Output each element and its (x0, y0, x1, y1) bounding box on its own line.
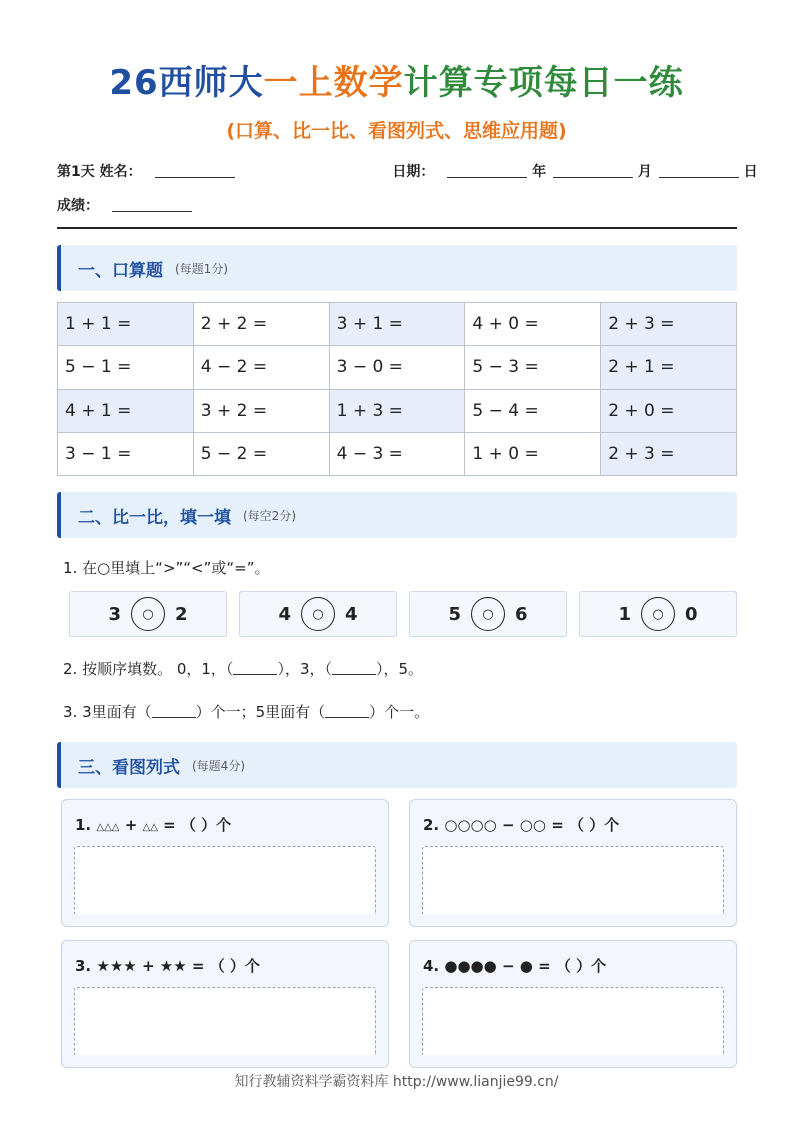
compare-right: 2 (175, 603, 188, 625)
sequence-text-a: 2. 按顺序填数。 0，1，（ (63, 660, 234, 678)
calc-cell[interactable]: 5 − 3 = (465, 346, 601, 389)
name-blank[interactable] (155, 164, 235, 178)
calc-cell[interactable]: 4 + 0 = (465, 303, 601, 346)
calc-cell[interactable]: 4 − 2 = (193, 346, 329, 389)
units-blank[interactable] (152, 704, 196, 718)
card-tail: = （ ）个 (163, 816, 232, 834)
dot-icon: ● (519, 957, 533, 975)
triangle-icon: △△△ (96, 822, 120, 833)
sequence-text-c: ），5。 (375, 660, 424, 678)
table-row (58, 303, 737, 346)
calc-cell[interactable]: 3 − 0 = (329, 346, 465, 389)
answer-box[interactable] (74, 987, 376, 1055)
section-1-title: 一、口算题 (78, 260, 163, 281)
card-question (423, 814, 619, 835)
day-blank[interactable] (659, 164, 739, 178)
triangle-icon: △△ (142, 822, 158, 833)
day-name-label: 第1天 姓名： (57, 164, 142, 180)
units-text-c: ）个一。 (369, 703, 430, 721)
table-row (58, 346, 737, 389)
card-tail: = （ ）个 (551, 816, 620, 834)
calc-cell[interactable]: 2 + 0 = (601, 389, 737, 432)
card-tail: = （ ）个 (191, 957, 260, 975)
compare-item (69, 591, 227, 637)
circle-icon: ○○ (519, 816, 546, 834)
card-number: 1. (75, 816, 92, 834)
calc-cell[interactable]: 2 + 3 = (601, 303, 737, 346)
date-label: 日期： (392, 164, 435, 180)
month-label: 月 (637, 164, 652, 180)
compare-instruction: 1. 在○里填上“>”“<”或“=”。 (63, 559, 270, 577)
compare-left: 4 (278, 603, 291, 625)
calc-table (57, 302, 737, 476)
section-2-title: 二、比一比，填一填 (78, 507, 231, 528)
section-3-note: (每题4分) (192, 758, 245, 773)
star-icon: ★★★ (96, 957, 137, 975)
picture-equation-card (409, 940, 737, 1068)
units-text-b: ）个一；5里面有（ (195, 703, 326, 721)
units-text-a: 3. 3里面有（ (63, 703, 152, 721)
footer-watermark: 知行教辅资料学霸资料库 http://www.lianjie99.cn/ (234, 1074, 559, 1090)
section-2-note: (每空2分) (243, 508, 296, 523)
calc-cell[interactable]: 1 + 3 = (329, 389, 465, 432)
circle-icon: ○○○○ (444, 816, 497, 834)
dot-icon: ●●●● (444, 957, 497, 975)
section-1-header (57, 245, 737, 291)
header-divider (57, 227, 737, 229)
section-3-header (57, 742, 737, 788)
compare-left: 1 (618, 603, 631, 625)
compare-circle[interactable]: ○ (471, 597, 505, 631)
calc-cell[interactable]: 5 − 1 = (58, 346, 194, 389)
card-number: 3. (75, 957, 92, 975)
sequence-blank[interactable] (332, 661, 376, 675)
star-icon: ★★ (159, 957, 187, 975)
card-number: 4. (423, 957, 440, 975)
units-question (63, 701, 429, 722)
calc-cell[interactable]: 3 + 1 = (329, 303, 465, 346)
card-operator: + (124, 816, 138, 834)
sequence-text-b: ），3，（ (277, 660, 332, 678)
compare-item (239, 591, 397, 637)
compare-left: 5 (448, 603, 461, 625)
sequence-question (63, 658, 423, 679)
card-question (75, 814, 231, 835)
compare-right: 4 (345, 603, 358, 625)
info-row-2 (57, 195, 737, 215)
calc-cell[interactable]: 3 − 1 = (58, 432, 194, 475)
page-subtitle: (口算、比一比、看图列式、思维应用题) (226, 120, 567, 142)
month-blank[interactable] (553, 164, 633, 178)
title-part-2: 一上数学 (263, 63, 404, 103)
picture-equation-card (409, 799, 737, 927)
compare-left: 3 (108, 603, 121, 625)
year-label: 年 (532, 164, 547, 180)
section-1-note: (每题1分) (175, 261, 228, 276)
compare-item (409, 591, 567, 637)
card-question (75, 955, 260, 976)
calc-cell[interactable]: 2 + 1 = (601, 346, 737, 389)
card-question (423, 955, 606, 976)
section-3-title: 三、看图列式 (78, 757, 180, 778)
card-tail: = （ ）个 (538, 957, 607, 975)
compare-circle[interactable]: ○ (131, 597, 165, 631)
answer-box[interactable] (74, 846, 376, 914)
calc-cell[interactable]: 5 − 4 = (465, 389, 601, 432)
section-2-header (57, 492, 737, 538)
day-label: 日 (743, 164, 758, 180)
card-operator: − (501, 957, 515, 975)
sequence-blank[interactable] (233, 661, 277, 675)
picture-equation-card (61, 799, 389, 927)
year-blank[interactable] (447, 164, 527, 178)
title-part-3: 计算专项每日一练 (403, 63, 684, 103)
calc-cell[interactable]: 2 + 3 = (601, 432, 737, 475)
compare-item (579, 591, 737, 637)
compare-circle[interactable]: ○ (301, 597, 335, 631)
compare-circle[interactable]: ○ (641, 597, 675, 631)
card-operator: − (501, 816, 515, 834)
calc-cell[interactable]: 5 − 2 = (193, 432, 329, 475)
calc-cell[interactable]: 1 + 0 = (465, 432, 601, 475)
picture-equation-card (61, 940, 389, 1068)
score-blank[interactable] (112, 198, 192, 212)
card-operator: + (141, 957, 155, 975)
calc-cell[interactable]: 1 + 1 = (58, 303, 194, 346)
units-blank[interactable] (325, 704, 369, 718)
compare-right: 0 (685, 603, 698, 625)
calc-cell[interactable]: 2 + 2 = (193, 303, 329, 346)
answer-box[interactable] (422, 987, 724, 1055)
calc-cell[interactable]: 4 − 3 = (329, 432, 465, 475)
table-row (58, 389, 737, 432)
page-title (0, 55, 793, 104)
title-part-1: 26西师大 (109, 63, 264, 103)
calc-cell[interactable]: 3 + 2 = (193, 389, 329, 432)
score-label: 成绩： (57, 198, 99, 214)
compare-right: 6 (515, 603, 528, 625)
table-row (58, 432, 737, 475)
info-row-1 (57, 161, 758, 181)
answer-box[interactable] (422, 846, 724, 914)
card-number: 2. (423, 816, 440, 834)
calc-cell[interactable]: 4 + 1 = (58, 389, 194, 432)
